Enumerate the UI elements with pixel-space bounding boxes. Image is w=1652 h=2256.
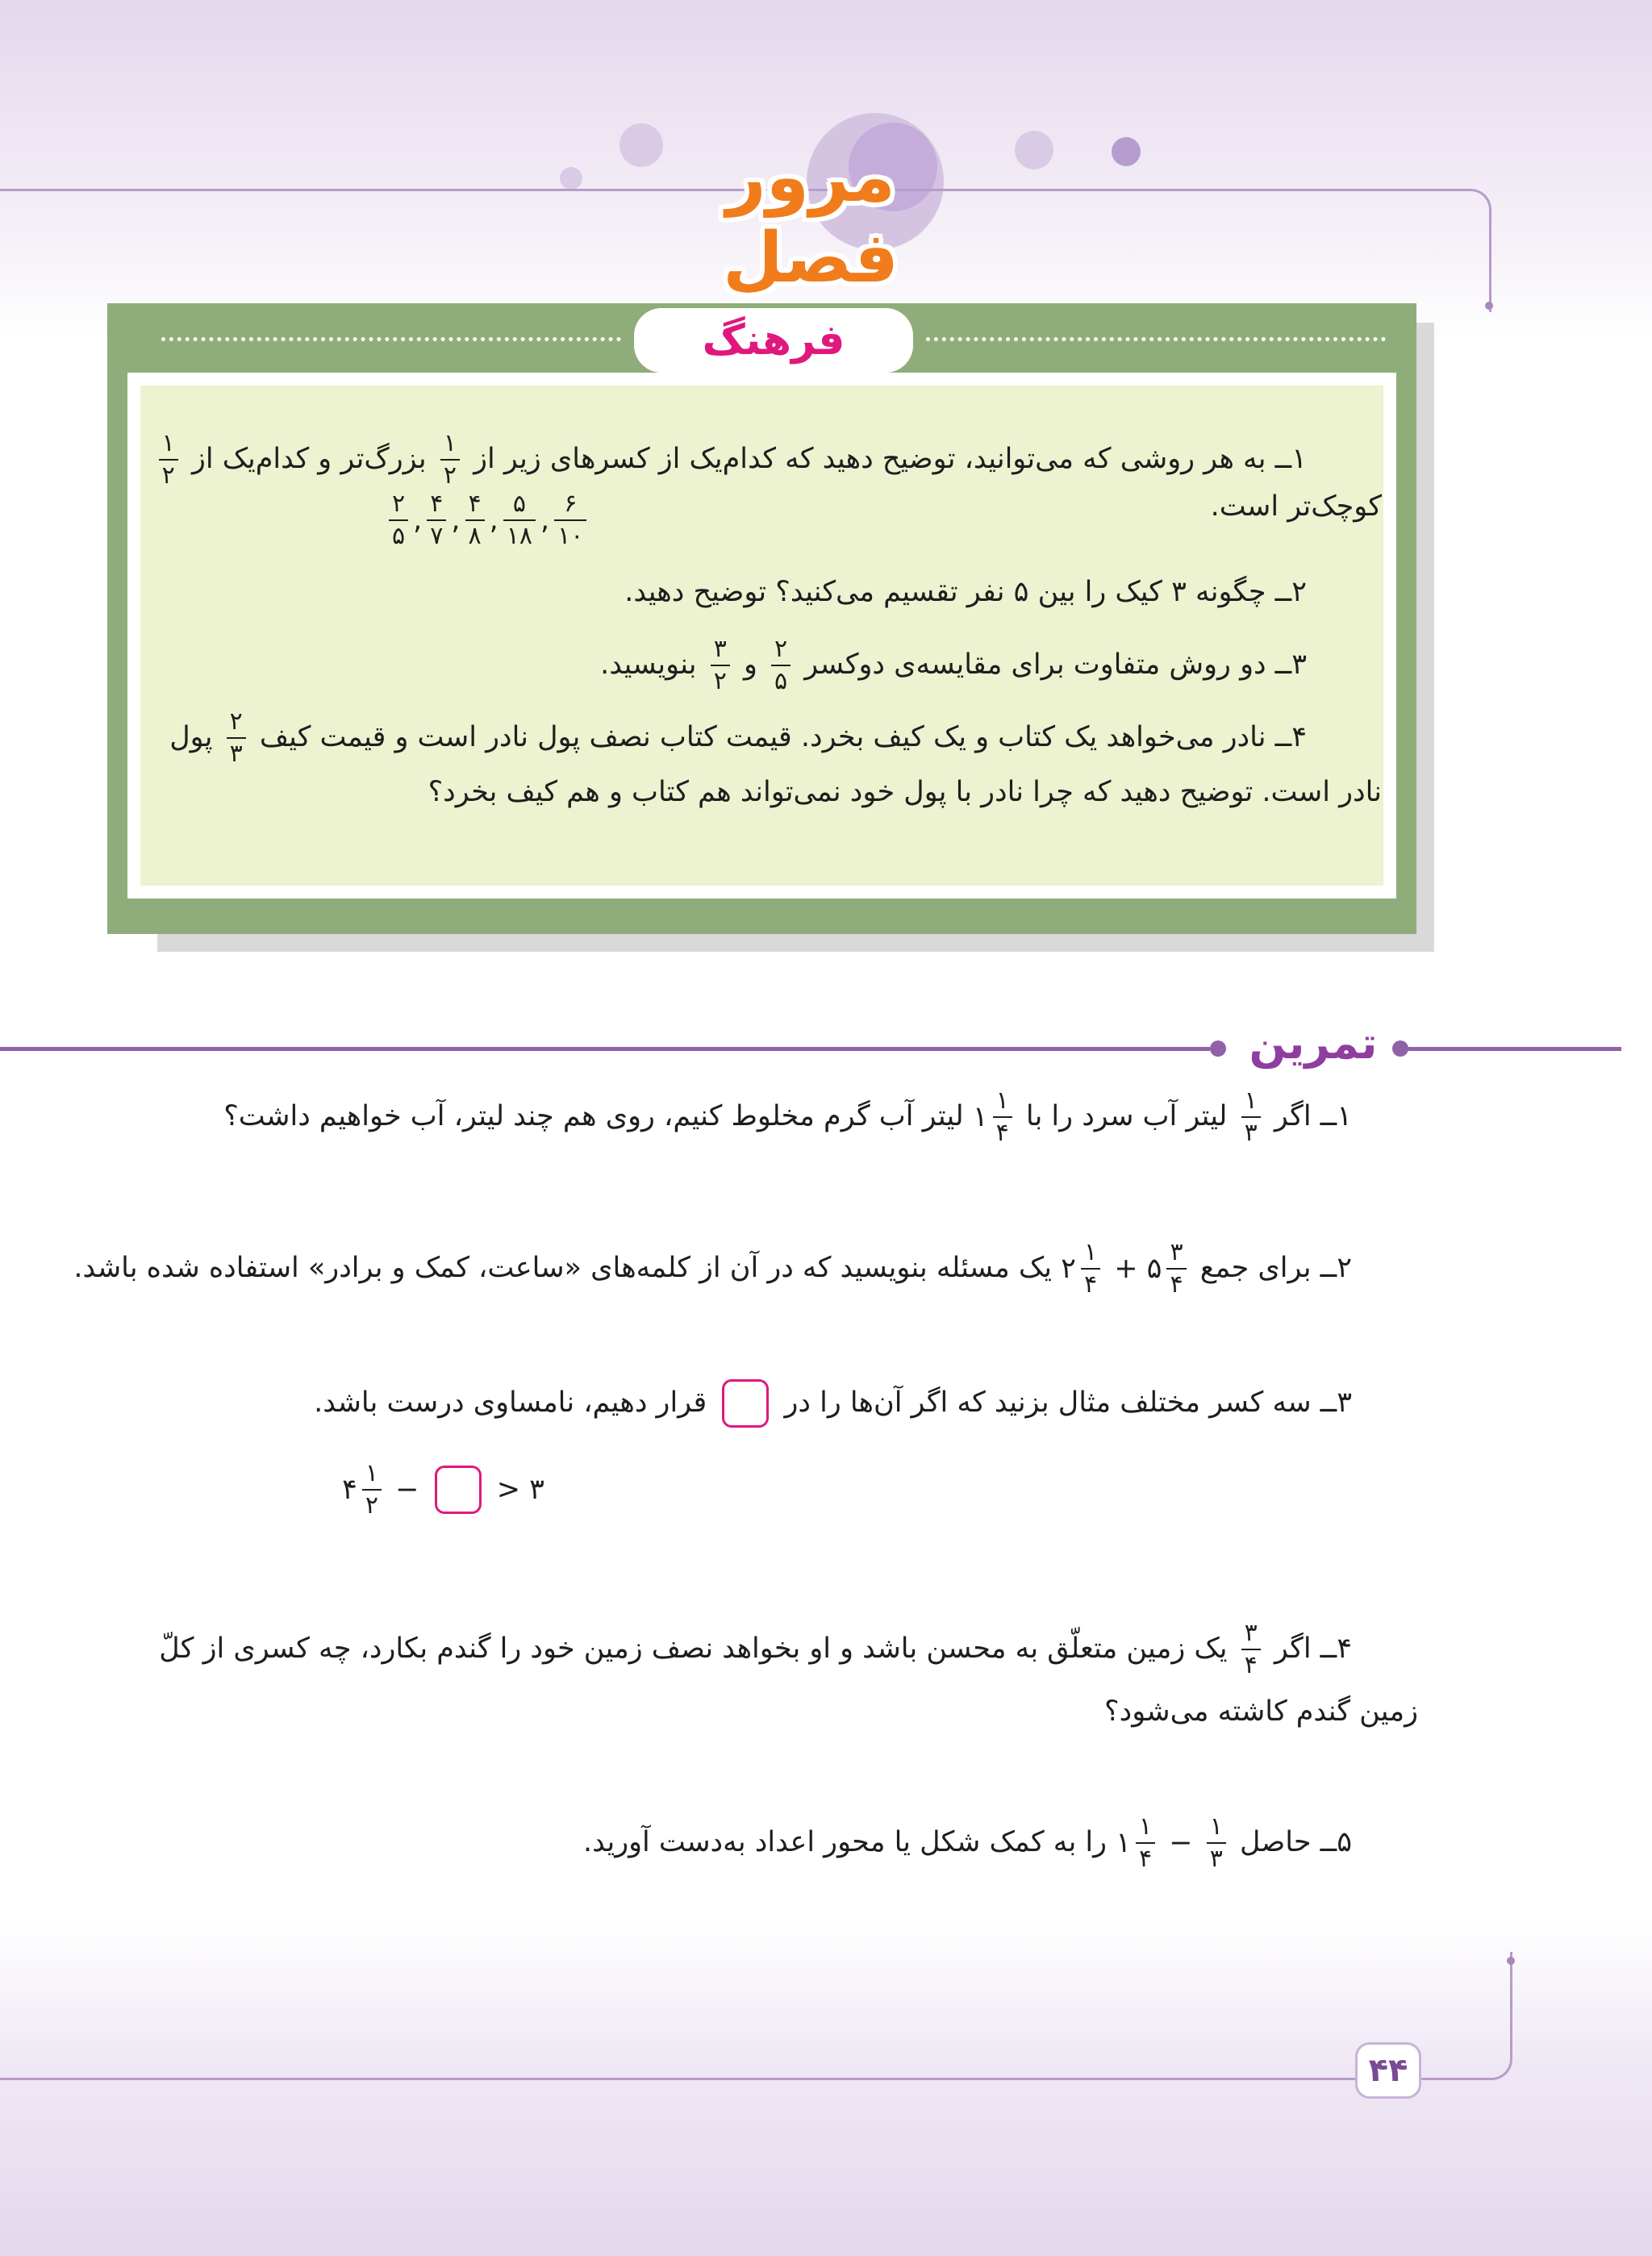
question-2: ۲ــ چگونه ۳ کیک را بین ۵ نفر تقسیم می‌کنید؟ توضیح دهید.: [624, 576, 1307, 608]
fraction-half: $\frac{۱}{۲}$: [159, 432, 178, 488]
question-4-line-1: ۴ــ نادر می‌خواهد یک کتاب و یک کیف بخرد. قیمت کتاب نصف پول نادر است و قیمت کیف $\frac{۲}{۳}$ پول: [169, 707, 1307, 768]
question-1-line-2: کوچک‌تر است.: [1210, 490, 1382, 523]
section-dot: [1210, 1040, 1226, 1057]
mixed-number: ۴ $\frac{۱}{۲}$: [342, 1462, 386, 1518]
dotted-line: [926, 337, 1386, 341]
difference-expression: ۱ $\frac{۱}{۴}$ − $\frac{۱}{۳}$: [1116, 1815, 1231, 1871]
exercise-2: ۲ــ برای جمع ۲ $\frac{۱}{۴}$ + ۵ $\frac{۳}{۴}$ یک مسئله بنویسید که در آن از کلمه‌های «ساعت، کمک و برادر» استفاده شده باشد.: [73, 1238, 1352, 1299]
question-1-line-1: ۱ــ به هر روشی که می‌توانید، توضیح دهید که کدام‌یک از کسرهای زیر از $\frac{۱}{۲}$ بزرگ‌تر و کدام‌یک از $\frac{۱}{۲}$: [154, 432, 1307, 488]
answer-box[interactable]: [435, 1466, 482, 1514]
decor-bubble: [1015, 131, 1053, 169]
mixed-number: ۱ $\frac{۱}{۴}$: [973, 1089, 1017, 1145]
fraction: $\frac{۴}{۷}$: [427, 492, 446, 548]
writing-box-title: فرهنگ: [634, 308, 913, 373]
fraction: $\frac{۳}{۴}$: [1241, 1621, 1261, 1678]
fraction: $\frac{۴}{۸}$: [465, 492, 485, 548]
page-number: ۴۴: [1355, 2042, 1421, 2099]
decor-bubble: [1112, 137, 1141, 166]
fraction-list: $\frac{۲}{۵}$ , $\frac{۴}{۷}$ , $\frac{۴}{۸}$ , $\frac{۵}{۱۸}$ , $\frac{۶}{۱۰}$: [387, 492, 588, 548]
exercise-4-line-2: زمین گندم کاشته می‌شود؟: [1104, 1695, 1418, 1728]
exercise-3: ۳ــ سه کسر مختلف مثال بزنید که اگر آن‌ها را در قرار دهیم، نامساوی درست باشد.: [314, 1379, 1352, 1428]
exercise-4-line-1: ۴ــ اگر $\frac{۳}{۴}$ یک زمین متعلّق به محسن باشد و او بخواهد نصف زمین خود را گندم بکارد، چه کسری از کلّ: [159, 1619, 1352, 1679]
chapter-title: مرور فصل: [723, 137, 899, 298]
section-dot: [1392, 1040, 1408, 1057]
fraction: $\frac{۱}{۳}$: [1241, 1089, 1261, 1145]
fraction-half: $\frac{۱}{۲}$: [440, 432, 460, 488]
section-line: [1404, 1047, 1621, 1051]
sum-expression: ۲ $\frac{۱}{۴}$ + ۵ $\frac{۳}{۴}$: [1061, 1241, 1191, 1297]
exercise-5: ۵ــ حاصل ۱ $\frac{۱}{۴}$ − $\frac{۱}{۳}$ را به کمک شکل یا محور اعداد به‌دست آورید.: [582, 1812, 1352, 1873]
fraction: $\frac{۲}{۳}$: [227, 710, 246, 766]
fraction: $\frac{۶}{۱۰}$: [554, 492, 586, 548]
fraction: $\frac{۲}{۵}$: [389, 492, 408, 548]
frame-dot: [1485, 302, 1493, 310]
fraction: $\frac{۳}{۲}$: [711, 637, 730, 694]
exercise-1: ۱ــ اگر $\frac{۱}{۳}$ لیتر آب سرد را با ۱ $\frac{۱}{۴}$ لیتر آب گرم مخلوط کنیم، روی هم چند لیتر، آب خواهیم داشت؟: [223, 1086, 1352, 1147]
fraction: $\frac{۵}{۱۸}$: [503, 492, 536, 548]
frame-dot: [1507, 1957, 1515, 1965]
dotted-line: [161, 337, 621, 341]
question-3: ۳ــ دو روش متفاوت برای مقایسه‌ی دوکسر $\frac{۲}{۵}$ و $\frac{۳}{۲}$ بنویسید.: [600, 635, 1307, 695]
question-4-line-2: نادر است. توضیح دهید که چرا نادر با پول خود نمی‌تواند هم کتاب و هم کیف بخرد؟: [428, 776, 1382, 808]
section-line: [0, 1047, 1210, 1051]
section-heading: تمرین: [1249, 1018, 1378, 1069]
page-frame-bottom: [0, 1952, 1512, 2080]
fraction: $\frac{۲}{۵}$: [771, 637, 791, 694]
decor-bubble: [560, 167, 582, 190]
inequality: ۴ $\frac{۱}{۲}$ − > ۳: [342, 1459, 544, 1520]
blank-box: [722, 1379, 769, 1428]
